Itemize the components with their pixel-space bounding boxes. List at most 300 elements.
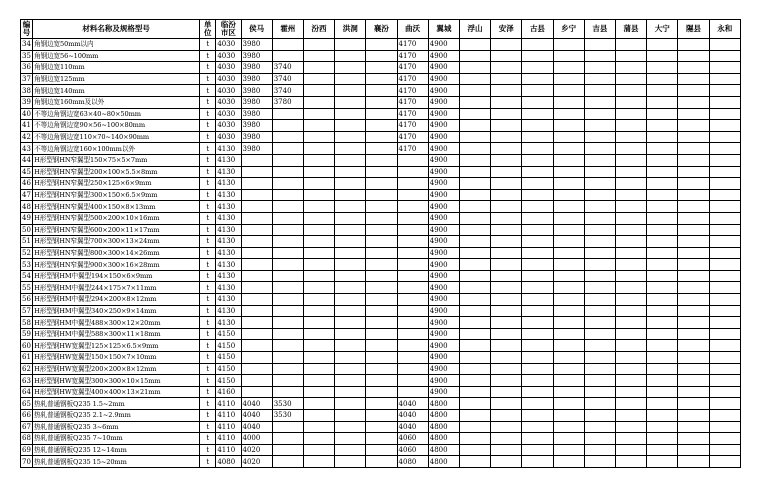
price-cell xyxy=(522,50,553,62)
price-cell xyxy=(522,189,553,201)
material-name: H形型钢HN窄翼型200×100×5.5×8mm xyxy=(33,166,200,178)
price-cell xyxy=(647,340,678,352)
material-name: 角钢边宽125mm xyxy=(33,73,200,85)
price-cell xyxy=(584,328,615,340)
price-cell: 4900 xyxy=(428,166,459,178)
price-cell: 4900 xyxy=(428,154,459,166)
price-cell xyxy=(647,50,678,62)
price-cell xyxy=(615,224,646,236)
row-number: 61 xyxy=(22,353,31,362)
row-number: 54 xyxy=(22,272,31,281)
row-number: 58 xyxy=(22,318,31,327)
material-name: 角钢边宽160mm及以外 xyxy=(33,96,200,108)
price-cell xyxy=(303,166,334,178)
price-cell xyxy=(522,398,553,410)
price-cell xyxy=(241,294,272,306)
price-cell xyxy=(241,352,272,364)
table-row xyxy=(21,212,741,224)
price-cell xyxy=(615,421,646,433)
material-name: H形型钢HN窄翼型700×300×13×24mm xyxy=(33,236,200,248)
price-cell xyxy=(522,317,553,329)
price-cell xyxy=(709,154,740,166)
price-cell xyxy=(678,282,709,294)
price-cell xyxy=(366,340,397,352)
price-cell xyxy=(459,236,490,248)
price-cell xyxy=(335,386,366,398)
unit-cell: t xyxy=(200,444,216,456)
material-name: 角钢边宽50mm以内 xyxy=(33,39,200,51)
price-cell xyxy=(335,247,366,259)
price-cell xyxy=(584,317,615,329)
price-cell xyxy=(397,189,428,201)
unit-cell: t xyxy=(200,456,216,468)
price-cell xyxy=(584,154,615,166)
price-cell xyxy=(272,259,303,271)
price-cell xyxy=(615,375,646,387)
price-cell xyxy=(491,294,522,306)
price-cell xyxy=(335,328,366,340)
price-cell xyxy=(615,282,646,294)
price-cell xyxy=(522,178,553,190)
price-cell xyxy=(241,166,272,178)
price-cell xyxy=(584,352,615,364)
price-cell: 4110 xyxy=(216,433,241,445)
price-cell xyxy=(553,386,584,398)
price-cell xyxy=(678,143,709,155)
price-cell xyxy=(366,398,397,410)
price-cell xyxy=(647,247,678,259)
unit-cell: t xyxy=(200,50,216,62)
price-cell xyxy=(491,224,522,236)
price-cell: 4060 xyxy=(397,444,428,456)
price-cell xyxy=(272,143,303,155)
price-cell xyxy=(491,259,522,271)
price-cell xyxy=(397,386,428,398)
price-cell xyxy=(303,236,334,248)
price-cell xyxy=(584,421,615,433)
price-cell xyxy=(303,259,334,271)
price-cell xyxy=(522,375,553,387)
price-cell: 4170 xyxy=(397,62,428,74)
price-cell xyxy=(647,39,678,51)
price-cell xyxy=(335,270,366,282)
price-cell xyxy=(709,398,740,410)
unit-cell: t xyxy=(200,178,216,190)
price-cell xyxy=(647,120,678,132)
price-cell xyxy=(459,96,490,108)
price-cell xyxy=(335,224,366,236)
price-cell xyxy=(584,247,615,259)
price-cell xyxy=(615,189,646,201)
unit-cell: t xyxy=(200,73,216,85)
price-cell xyxy=(397,201,428,213)
price-cell: 4170 xyxy=(397,131,428,143)
material-name: H形型钢HN窄翼型900×300×16×28mm xyxy=(33,259,200,271)
price-cell xyxy=(272,317,303,329)
price-cell: 4030 xyxy=(216,50,241,62)
material-name: H形型钢HM中翼型294×200×8×12mm xyxy=(33,294,200,306)
price-cell xyxy=(709,294,740,306)
price-cell: 3980 xyxy=(241,39,272,51)
price-cell xyxy=(459,120,490,132)
unit-cell: t xyxy=(200,108,216,120)
price-cell xyxy=(647,305,678,317)
price-cell xyxy=(491,189,522,201)
price-cell: 4150 xyxy=(216,352,241,364)
price-cell xyxy=(584,456,615,468)
row-number: 41 xyxy=(22,121,31,130)
price-cell xyxy=(272,282,303,294)
price-cell xyxy=(678,421,709,433)
price-cell xyxy=(241,259,272,271)
price-cell xyxy=(459,398,490,410)
price-cell xyxy=(709,328,740,340)
price-cell xyxy=(397,305,428,317)
price-cell xyxy=(241,282,272,294)
price-cell xyxy=(241,363,272,375)
price-cell xyxy=(522,212,553,224)
price-cell xyxy=(366,178,397,190)
price-cell xyxy=(615,62,646,74)
price-cell: 4020 xyxy=(241,444,272,456)
price-cell xyxy=(335,317,366,329)
price-cell xyxy=(272,270,303,282)
price-cell xyxy=(522,85,553,97)
price-cell xyxy=(272,212,303,224)
unit-cell: t xyxy=(200,224,216,236)
price-cell: 4130 xyxy=(216,294,241,306)
price-cell: 4800 xyxy=(428,456,459,468)
price-cell xyxy=(459,178,490,190)
price-cell xyxy=(366,247,397,259)
unit-cell: t xyxy=(200,421,216,433)
price-cell xyxy=(647,375,678,387)
price-cell xyxy=(303,96,334,108)
price-cell xyxy=(241,236,272,248)
column-header: 汾西 xyxy=(303,20,334,39)
price-cell xyxy=(584,386,615,398)
price-cell: 4130 xyxy=(216,178,241,190)
price-cell: 4900 xyxy=(428,270,459,282)
row-number: 49 xyxy=(22,214,31,223)
price-cell xyxy=(709,166,740,178)
price-cell xyxy=(553,456,584,468)
price-cell xyxy=(709,189,740,201)
row-number: 40 xyxy=(22,109,31,118)
price-cell xyxy=(303,120,334,132)
price-cell xyxy=(303,456,334,468)
table-row xyxy=(21,386,741,398)
price-cell xyxy=(522,363,553,375)
price-cell xyxy=(303,131,334,143)
column-header: 临汾市区 xyxy=(216,20,241,39)
price-cell xyxy=(491,444,522,456)
price-cell xyxy=(241,247,272,259)
price-cell: 4130 xyxy=(216,224,241,236)
price-cell xyxy=(709,224,740,236)
unit-cell: t xyxy=(200,212,216,224)
price-cell xyxy=(709,247,740,259)
price-cell xyxy=(303,375,334,387)
price-cell xyxy=(366,108,397,120)
price-cell xyxy=(366,410,397,422)
price-cell xyxy=(678,131,709,143)
price-cell xyxy=(335,294,366,306)
unit-cell: t xyxy=(200,317,216,329)
price-cell xyxy=(553,62,584,74)
price-cell xyxy=(241,317,272,329)
price-cell: 4080 xyxy=(216,456,241,468)
table-row xyxy=(21,282,741,294)
unit-cell: t xyxy=(200,270,216,282)
unit-cell: t xyxy=(200,247,216,259)
price-cell xyxy=(553,154,584,166)
price-cell xyxy=(709,305,740,317)
price-cell xyxy=(584,166,615,178)
price-cell: 4130 xyxy=(216,166,241,178)
price-cell xyxy=(709,201,740,213)
table-row xyxy=(21,224,741,236)
price-cell xyxy=(397,224,428,236)
material-name: H形型钢HN窄翼型300×150×6.5×9mm xyxy=(33,189,200,201)
price-cell xyxy=(553,120,584,132)
price-cell xyxy=(553,39,584,51)
price-cell xyxy=(491,270,522,282)
header-row xyxy=(21,20,741,39)
price-cell xyxy=(366,62,397,74)
price-cell xyxy=(709,143,740,155)
column-header: 大宁 xyxy=(647,20,678,39)
price-cell xyxy=(272,247,303,259)
price-cell xyxy=(678,236,709,248)
price-cell xyxy=(241,189,272,201)
table-row xyxy=(21,398,741,410)
price-cell xyxy=(522,259,553,271)
material-name: 热轧普通钢板Q235 7~10mm xyxy=(33,433,200,445)
price-cell xyxy=(553,363,584,375)
price-cell xyxy=(709,375,740,387)
column-header: 编号 xyxy=(21,20,33,39)
price-cell: 4130 xyxy=(216,143,241,155)
price-cell xyxy=(303,73,334,85)
price-cell xyxy=(584,410,615,422)
material-name: 不等边角钢边宽160×100mm以外 xyxy=(33,143,200,155)
price-cell xyxy=(615,201,646,213)
price-cell xyxy=(303,433,334,445)
price-cell xyxy=(491,39,522,51)
price-cell: 4900 xyxy=(428,108,459,120)
row-number: 34 xyxy=(22,40,31,49)
price-cell: 4800 xyxy=(428,444,459,456)
price-cell xyxy=(584,363,615,375)
price-cell xyxy=(553,340,584,352)
price-cell xyxy=(647,236,678,248)
price-cell xyxy=(553,410,584,422)
material-name: H形型钢HW宽翼型125×125×6.5×9mm xyxy=(33,340,200,352)
unit-cell: t xyxy=(200,154,216,166)
price-cell: 4030 xyxy=(216,108,241,120)
table-row xyxy=(21,108,741,120)
price-cell xyxy=(709,178,740,190)
price-cell: 4900 xyxy=(428,305,459,317)
price-cell xyxy=(647,270,678,282)
price-cell xyxy=(584,131,615,143)
price-cell xyxy=(272,50,303,62)
price-cell xyxy=(647,294,678,306)
price-cell xyxy=(522,294,553,306)
row-number: 63 xyxy=(22,376,31,385)
price-cell xyxy=(522,247,553,259)
price-cell xyxy=(678,398,709,410)
table-row xyxy=(21,201,741,213)
price-cell xyxy=(459,363,490,375)
unit-cell: t xyxy=(200,189,216,201)
price-cell xyxy=(553,328,584,340)
price-cell xyxy=(397,247,428,259)
price-cell xyxy=(522,352,553,364)
price-cell xyxy=(335,50,366,62)
price-cell xyxy=(647,62,678,74)
price-cell xyxy=(397,236,428,248)
price-cell xyxy=(335,120,366,132)
price-cell xyxy=(584,270,615,282)
price-cell xyxy=(272,131,303,143)
table-row xyxy=(21,375,741,387)
price-cell: 4150 xyxy=(216,340,241,352)
material-name: 角钢边宽110mm xyxy=(33,62,200,74)
price-cell xyxy=(709,317,740,329)
price-cell xyxy=(335,201,366,213)
price-cell xyxy=(615,143,646,155)
row-number: 53 xyxy=(22,260,31,269)
price-cell xyxy=(397,154,428,166)
price-cell xyxy=(678,247,709,259)
price-cell xyxy=(459,50,490,62)
price-cell xyxy=(459,201,490,213)
price-cell xyxy=(647,421,678,433)
price-cell: 4130 xyxy=(216,201,241,213)
price-cell xyxy=(553,143,584,155)
price-cell xyxy=(522,166,553,178)
price-cell: 4900 xyxy=(428,317,459,329)
price-cell xyxy=(366,352,397,364)
price-cell: 4170 xyxy=(397,50,428,62)
price-cell xyxy=(647,189,678,201)
price-cell xyxy=(459,317,490,329)
price-cell: 4130 xyxy=(216,259,241,271)
price-cell xyxy=(491,108,522,120)
price-cell xyxy=(335,62,366,74)
price-cell xyxy=(241,305,272,317)
price-cell xyxy=(615,386,646,398)
price-cell xyxy=(459,131,490,143)
price-cell xyxy=(303,108,334,120)
material-name: H形型钢HN窄翼型400×150×8×13mm xyxy=(33,201,200,213)
price-cell xyxy=(459,166,490,178)
price-cell: 4030 xyxy=(216,39,241,51)
price-cell xyxy=(522,305,553,317)
price-cell: 4900 xyxy=(428,62,459,74)
material-name: 热轧普通钢板Q235 12~14mm xyxy=(33,444,200,456)
price-cell xyxy=(303,178,334,190)
table-row xyxy=(21,73,741,85)
table-row xyxy=(21,270,741,282)
material-name: H形型钢HM中翼型588×300×11×18mm xyxy=(33,328,200,340)
price-cell xyxy=(491,247,522,259)
price-cell: 4080 xyxy=(397,456,428,468)
price-cell: 4900 xyxy=(428,294,459,306)
price-cell xyxy=(584,73,615,85)
price-cell xyxy=(366,201,397,213)
price-cell xyxy=(678,96,709,108)
price-cell xyxy=(522,224,553,236)
price-cell xyxy=(584,212,615,224)
price-cell xyxy=(335,259,366,271)
price-cell xyxy=(647,96,678,108)
price-cell xyxy=(522,410,553,422)
price-cell xyxy=(522,143,553,155)
price-cell xyxy=(678,259,709,271)
price-cell xyxy=(272,120,303,132)
price-cell xyxy=(678,39,709,51)
price-cell xyxy=(491,375,522,387)
price-cell: 4800 xyxy=(428,421,459,433)
price-cell xyxy=(491,410,522,422)
price-cell: 3980 xyxy=(241,96,272,108)
price-cell: 4900 xyxy=(428,247,459,259)
column-header: 材料名称及规格型号 xyxy=(33,20,200,39)
price-cell xyxy=(678,85,709,97)
price-cell xyxy=(678,410,709,422)
price-cell: 4170 xyxy=(397,96,428,108)
price-cell xyxy=(491,398,522,410)
price-cell: 3980 xyxy=(241,108,272,120)
price-cell xyxy=(491,282,522,294)
price-cell xyxy=(303,62,334,74)
price-cell xyxy=(615,410,646,422)
price-cell xyxy=(491,317,522,329)
price-cell xyxy=(303,352,334,364)
price-cell xyxy=(647,166,678,178)
price-cell xyxy=(397,363,428,375)
price-cell xyxy=(678,212,709,224)
material-name: H形型钢HN窄翼型250×125×6×9mm xyxy=(33,178,200,190)
unit-cell: t xyxy=(200,62,216,74)
price-cell xyxy=(709,433,740,445)
price-cell xyxy=(241,201,272,213)
price-cell xyxy=(366,456,397,468)
material-name: 不等边角钢边宽110×70~140×90mm xyxy=(33,131,200,143)
price-cell xyxy=(272,166,303,178)
material-name: H形型钢HW宽翼型400×400×13×21mm xyxy=(33,386,200,398)
unit-cell: t xyxy=(200,433,216,445)
material-name: 热轧普通钢板Q235 2.1~2.9mm xyxy=(33,410,200,422)
row-number: 50 xyxy=(22,225,31,234)
price-cell xyxy=(335,189,366,201)
price-cell: 4900 xyxy=(428,282,459,294)
price-cell xyxy=(366,120,397,132)
price-cell xyxy=(491,363,522,375)
table-row xyxy=(21,363,741,375)
price-cell xyxy=(584,120,615,132)
price-cell: 4900 xyxy=(428,236,459,248)
price-cell: 4160 xyxy=(216,386,241,398)
row-number: 37 xyxy=(22,75,31,84)
price-cell xyxy=(678,50,709,62)
price-cell xyxy=(366,444,397,456)
row-number: 46 xyxy=(22,179,31,188)
price-cell xyxy=(647,201,678,213)
